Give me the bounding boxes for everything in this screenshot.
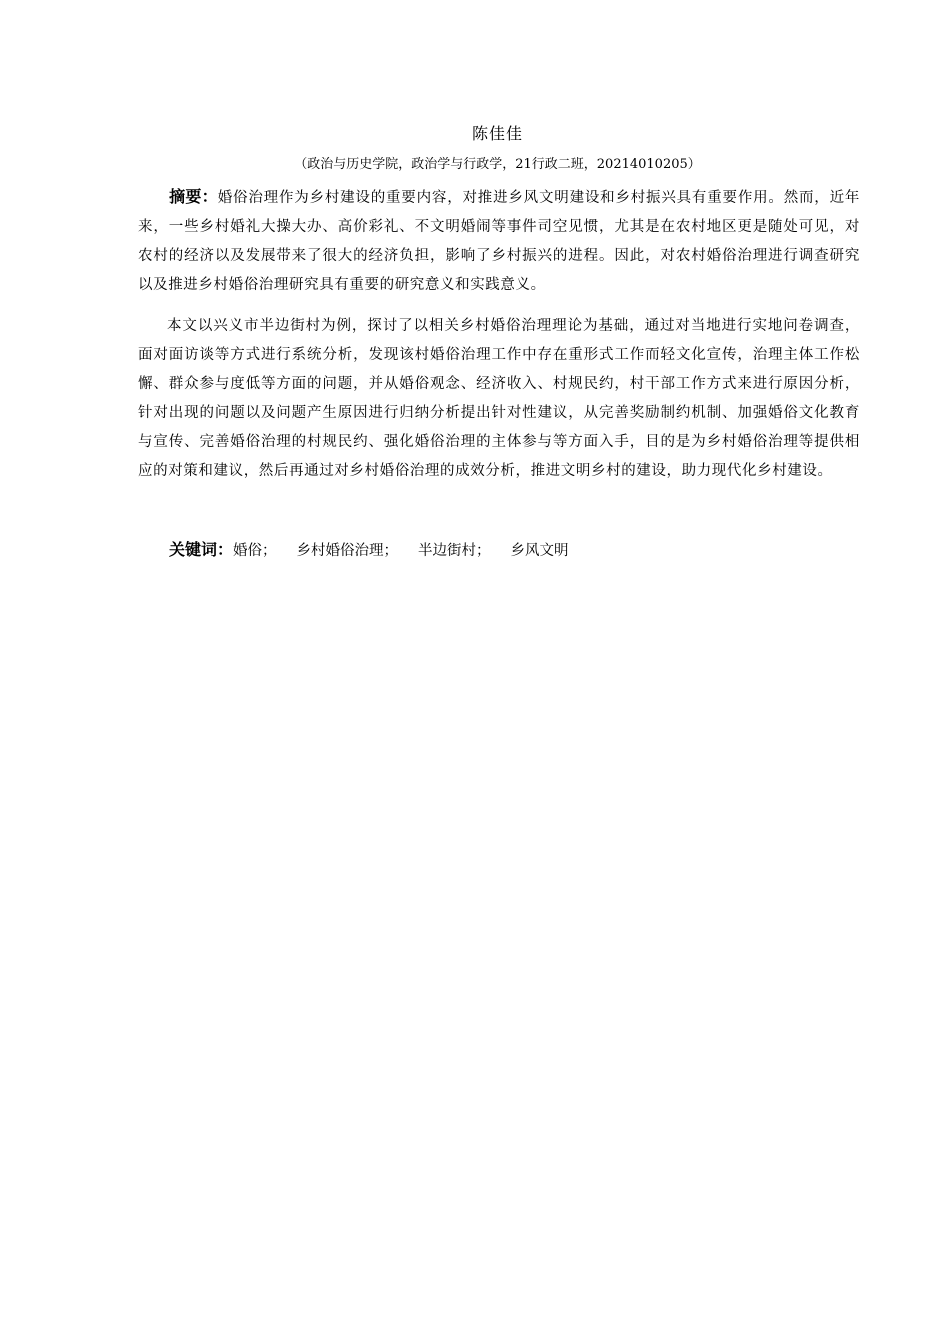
body-paragraph: 本文以兴义市半边街村为例，探讨了以相关乡村婚俗治理理论为基础，通过对当地进行实地问卷调查，面对面访谈等方式进行系统分析，发现该村婚俗治理工作中存在重形式工作而轻文化宣传，治理主体工作松懈、群众参与度低等方面的问题，并从婚俗观念、经济收入、村规民约，村干部工作方式来进行原因分析，针对出现的问题以及问题产生原因进行归纳分析提出针对性建议，从完善奖励制约机制、加强婚俗文化教育与宣传、完善婚俗治理的村规民约、强化婚俗治理的主体参与等方面入手，目的是为乡村婚俗治理等提供相应的对策和建议，然后再通过对乡村婚俗治理的成效分析，推进文明乡村的建设，助力现代化乡村建设。: [138, 318, 860, 479]
abstract-section: [138, 182, 860, 300]
keywords-section: [138, 535, 860, 566]
keywords-label: 关键词：: [169, 540, 234, 559]
abstract-text: 婚俗治理作为乡村建设的重要内容，对推进乡风文明建设和乡村振兴具有重要作用。然而，近年来，一些乡村婚礼大操大办、高价彩礼、不文明婚闹等事件司空见惯，尤其是在农村地区更是随处可见，对农村的经济以及发展带来了很大的经济负担，影响了乡村振兴的进程。因此，对农村婚俗治理进行调查研究以及推进乡村婚俗治理研究具有重要的研究意义和实践意义。: [138, 190, 860, 293]
abstract-paragraph: [138, 182, 860, 300]
keyword-item: 半边街村；: [418, 543, 491, 559]
keyword-item: 乡村婚俗治理；: [296, 543, 399, 559]
body-section: [138, 312, 860, 486]
keywords-line: [138, 535, 860, 566]
keyword-item: 婚俗；: [233, 543, 277, 559]
keyword-item: 乡风文明: [510, 543, 569, 559]
abstract-label: 摘要：: [169, 187, 218, 206]
author-name: 陈佳佳: [471, 124, 523, 143]
author-affiliation: （政治与历史学院，政治学与行政学，21行政二班，20214010205）: [294, 157, 701, 172]
